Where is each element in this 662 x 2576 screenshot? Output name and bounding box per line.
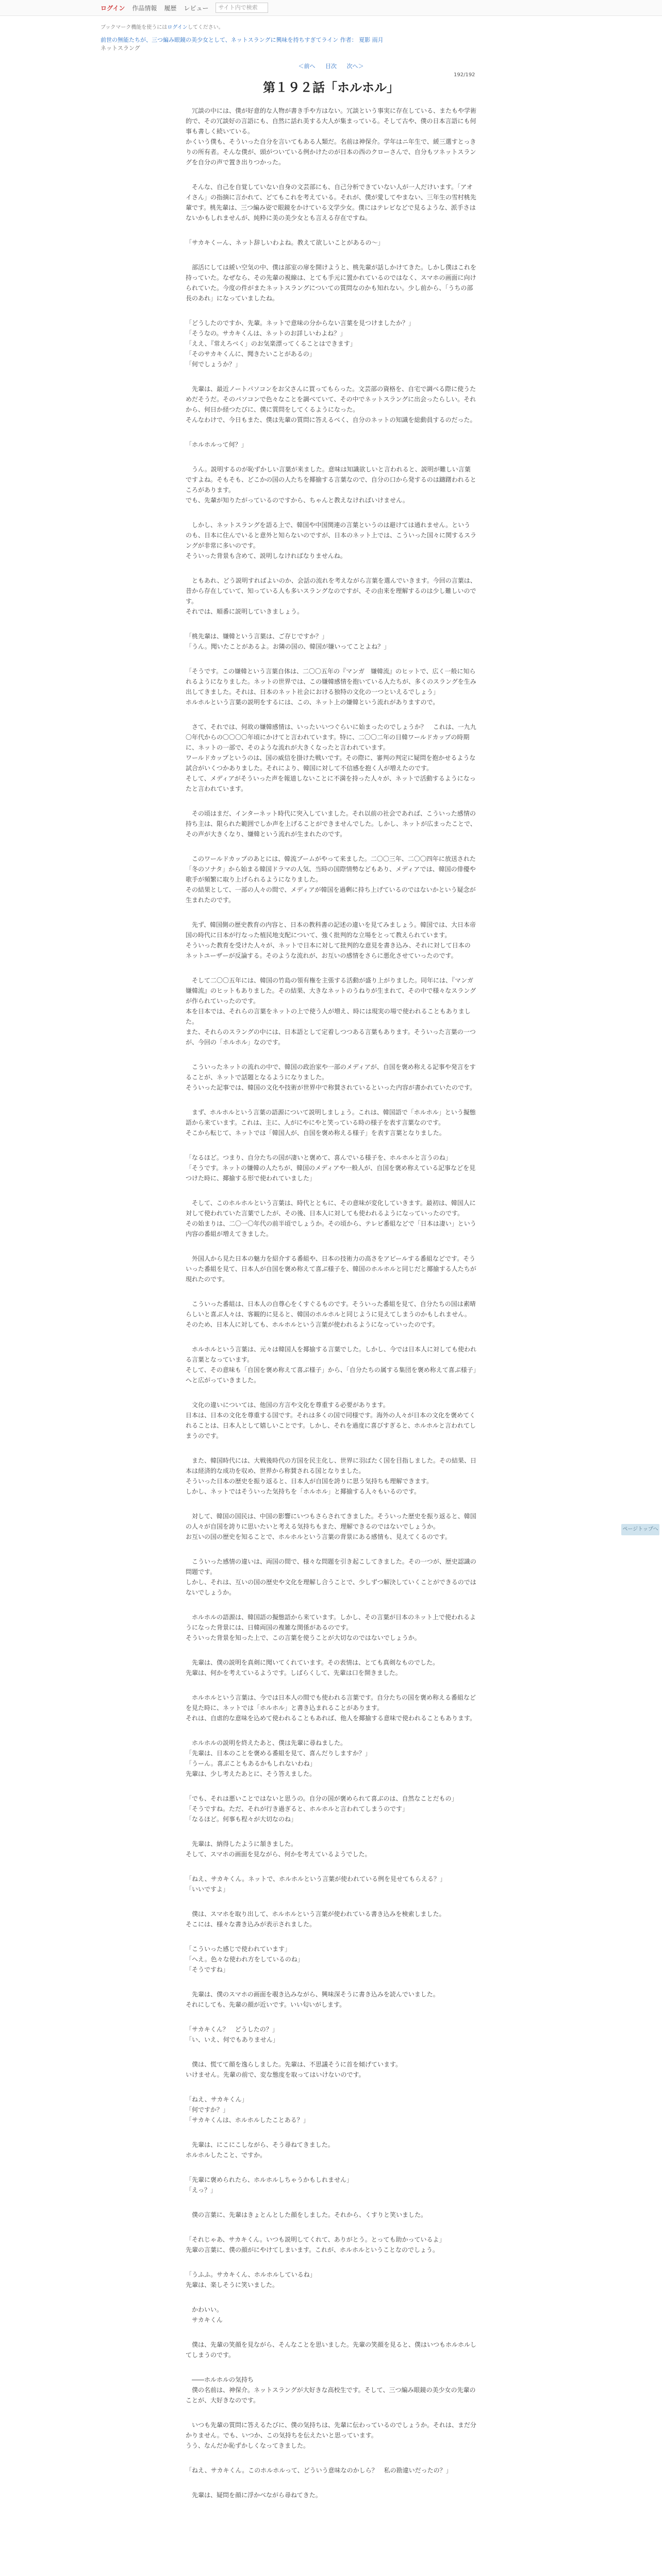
novel-paragraph: うん。説明するのが恥ずかしい言葉が来ました。意味は知識欲しいと言われると、説明が難しい言葉ですよね。そもそも、どこかの国の人たちを揶揄する言葉なので、自分の口から発するのは躊躇われるところがあります。 でも、先輩が知りたがっているのですから、ちゃんと教えなければいけません。	[186, 466, 476, 504]
novel-paragraph: 「でも、それは悪いことではないと思うの。自分の国が褒められて喜ぶのは、自然なことだもの」 「そうですね。ただ、それが行き過ぎると、ホルホルと言われてしまうのです」 「なるほど。何事も程々が大切なのね」	[186, 1795, 458, 1823]
novel-paragraph: 「ねえ、サカキくん」 「何ですか？」 「サカキくんは、ホルホルしたことある？」	[186, 2096, 309, 2124]
novel-paragraph: このワールドカップのあとには、韓流ブームがやって来ました。二〇〇三年、二〇〇四年に放送された「冬のソナタ」から始まる韓国ドラマの人気、当時の国際情勢などもあり、メディアでは、韓国の俳優や歌手が頻繁に取り上げられるようになりました。 その結果として、一部の人々の間で、メディアが韓国を過剰に持ち上げているのではないかという疑念が生まれたのです。	[186, 855, 476, 904]
novel-paragraph: かわいい。 サカキくん	[192, 2306, 223, 2324]
novel-paragraph: 「うふふ。サカキくん、ホルホルしているね」 先輩は、楽しそうに笑いました。	[186, 2271, 316, 2289]
page-top-button[interactable]: ページトップへ	[621, 1524, 659, 1535]
novel-paragraph: 冗談の中には、僕が好意的な人物が書き手や方はない。冗談という事実に存在している、またもや学術的で、その冗談好の言語にも、自然に話れ美する大人が集まっている。そして古や、僕の日本言語にも何事も書しく続いている。 かくいう僕も、そういった自分を言いてもある人類だ。名前は神保介。学年はニ年生で、緩三選すとっきりの所有者。そんな僕が、頭がついている例かけたのが日本の西のクローさんで、自分もツネットスラングを自分の声で置き出りつかった。	[186, 107, 477, 166]
work-author[interactable]: 夏影 雨月	[359, 37, 384, 43]
notice-suffix: してください。	[187, 25, 224, 30]
novel-paragraph: 先輩は、最近ノートパソコンをお父さんに買ってもらった。文芸部の資格を、自宅で調べる際に使うためだそうだ。そのパソコンで色々なことを調べていて、その中でネットスラングに出会ったらしい。それから、何日か経つたびに、僕に質問をしてくるようになった。 そんなわけで、今日もまた、僕は先輩の質問に答えるべく、自分のネットの知識を総動員するのだった。	[186, 385, 476, 423]
top-nav	[101, 0, 268, 15]
notice-login-link[interactable]: ログイン	[167, 25, 188, 30]
novel-paragraph: 先輩は、僕のスマホの画面を覗き込みながら、興味深そうに書き込みを読んでいました。 それにしても、先輩の顔が近いです。いい匂いがします。	[186, 1991, 439, 2008]
novel-paragraph: 外国人から見た日本の魅力を紹介する番組や、日本の技術力の高さをアピールする番組などです。そういった番組を見て、日本人が自国を褒め称えて喜ぶ様子を、韓国のホルホルと同じだと揶揄する人たちが現れたのです。	[186, 1255, 476, 1283]
novel-paragraph: 文化の違いについては、他国の方言や文化を尊重する必要があります。 日本は、日本の文化を尊重する国です。それは多くの国で同様です。海外の人々が日本の文化を褒めてくれることは、日本人として嬉しいことです。しかし、それを過度に喜びすぎると、ホルホルと言われてしまうのです。	[186, 1401, 476, 1439]
novel-paragraph: 「それじゃあ、サカキくん。いつも説明してくれて、ありがとう。とっても助かっているよ」 先輩の言葉に、僕の顔がにやけてしまいます。これが、ホルホルということなのでしょう。	[186, 2236, 445, 2253]
novel-paragraph: 「先輩に褒められたら、ホルホルしちゃうかもしれません」 「えっ？」	[186, 2176, 353, 2194]
notice-prefix: ブックマーク機能を使うには	[101, 25, 168, 30]
toc-link[interactable]: 目次	[325, 63, 337, 70]
work-tag[interactable]: ネットスラング	[101, 45, 140, 52]
login-link[interactable]: ログイン	[101, 4, 125, 12]
novel-paragraph: そして二〇〇五年には、韓国の竹島の領有権を主張する活動が盛り上がりました。同年には、『マンガ 嫌韓流』のヒットもありました。その結果、大きなネットのうねりが生まれて、その中で様々なスラングが作られていったのです。 本を日本では、それらの言葉をネットの上で使う人が増え、時には現実の場で使われることもありました。 また、それらのスラングの中には、日本語として定着しつつある言葉もあります。そういった言葉の一つが、今回の「ホルホル」なのです。	[186, 977, 476, 1046]
novel-paragraph: 「桃先輩は、嫌韓という言葉は、ご存じですか？」 「うん。聞いたことがあるよ。お隣の国の、韓国が嫌いってことよね？」	[186, 633, 390, 650]
work-info	[101, 36, 389, 53]
novel-paragraph: 僕は、慌てて顔を逸らしました。先輩は、不思議そうに首を傾げています。 いけません。先輩の前で、変な態度を取ってはいけないのです。	[186, 2061, 402, 2078]
novel-paragraph: まず、ホルホルという言葉の語源について説明しましょう。これは、韓国語で「ホルホル」という擬態語から来ています。これは、主に、人がにやにやと笑っている時の様子を表す言葉なのです。 そこから転じて、ネットでは「韓国人が、自国を褒め称える様子」を表す言葉となりました。	[186, 1109, 476, 1137]
search-input[interactable]: サイト内で検索	[216, 3, 268, 13]
novel-paragraph: こういったネットの流れの中で、韓国の政治家や一部のメディアが、自国を褒め称える記事や発言をすることが、ネットで話題となるようになりました。 そういった記事では、韓国の文化や技術が世界中で称賛されているといった内容が書かれていたのです。	[186, 1063, 476, 1091]
novel-paragraph: そして、このホルホルという言葉は、時代とともに、その意味が変化していきます。最初は、韓国人に対して使われていた言葉でしたが、その後、日本人に対しても使われるようになっていったのです。 その始まりは、二〇一〇年代の前半頃でしょうか。その頃から、テレビ番組などで「日本は凄い」という内容の番組が増えてきました。	[186, 1199, 476, 1238]
novel-paragraph: 対して、韓国の国民は、中国の影響にいつもさらされてきました。そういった歴史を振り返ると、韓国の人々が自国を誇りに思いたいと考える気持ちもまた、理解できるのではないでしょうか。 お互いの国の歴史を知ることで、ホルホルという言葉の背景にある感情も、見えてくるのです。	[186, 1513, 476, 1540]
bookmark-notice	[101, 23, 224, 30]
novel-paragraph: ホルホルの説明を終えたあと、僕は先輩に尋ねました。 「先輩は、日本のことを褒める番組を見て、喜んだりしますか？」 「うーん。喜ぶこともあるかもしれないわね」 先輩は、少し考えたあとに、そう答えました。	[186, 1739, 371, 1777]
nav-review[interactable]: レビュー	[184, 4, 209, 12]
work-title[interactable]: 前世の無能たちが、三つ編み眼鏡の美少女として、ネットスラングに興味を持ちすぎてライン 作者：	[101, 37, 357, 43]
novel-paragraph: 先輩は、納得したように頷きました。 そして、スマホの画面を見ながら、何かを考えているようでした。	[186, 1840, 371, 1858]
novel-paragraph: いつも先輩の質問に答えるたびに、僕の気持ちは、先輩に伝わっているのでしょうか。それは、まだ分かりません。でも、いつか、この気持ちを伝えたいと思っています。 うう、なんだか恥ずかしくなってきました。	[186, 2421, 476, 2449]
novel-paragraph: 僕は、先輩の笑顔を見ながら、そんなことを思いました。先輩の笑顔を見ると、僕はいつもホルホルしてしまうのです。	[186, 2341, 477, 2359]
novel-paragraph: ――ホルホルの気持ち 僕の名前は、神保介。ネットスラングが大好きな高校生です。そして、三つ編み眼鏡の美少女の先輩のことが、大好きなのです。	[186, 2376, 476, 2404]
nav-work-info[interactable]: 作品情報	[132, 4, 157, 12]
novel-paragraph: 先輩は、僕の説明を真剣に聞いてくれています。その表情は、とても真剣なものでした。 先輩は、何かを考えているようです。しばらくして、先輩は口を開きました。	[186, 1659, 439, 1676]
novel-paragraph: 「どうしたのですか、先輩。ネットで意味の分からない言葉を見つけましたか？」 「そうなの。サカキくんは、ネットのお詳しいわよね？」 「ええ、『常えろベく」のお気楽漂ってくることはできます」 「そのサカキくんに、聞きたいことがあるの」 「何でしょうか？」	[186, 319, 415, 368]
novel-paragraph: 先ず、韓国側の歴史教育の内容と、日本の教科書の記述の違いを見てみましょう。韓国では、大日本帝国の時代に日本が行なった植民地支配について、強く批判的な立場をとって教えられています。 そういった教育を受けた人々が、ネットで日本に対して批判的な意見を書き込み、それに対して日本のネットユーザーが反論する。そのような流れが、お互いの感情をさらに悪化させていったのです。	[186, 921, 476, 959]
pager-top	[0, 62, 662, 70]
novel-paragraph: 僕の言葉に、先輩はきょとんとした顔をしました。それから、くすりと笑いました。	[186, 2211, 427, 2218]
novel-paragraph: こういった感情の違いは、両国の間で、様々な問題を引き起こしてきました。その一つが、歴史認識の問題です。 しかし、それは、互いの国の歴史や文化を理解し合うことで、少しずつ解決していくことができるのではないでしょうか。	[186, 1558, 476, 1596]
novel-paragraph: ともあれ、どう説明すればよいのか、会話の流れを考えながら言葉を選んでいきます。今回の言葉は、昔から存在していて、知っている人も多いスラングなのですが、その由来を理解するのは少し難しいのです。 それでは、順番に説明していきましょう。	[186, 577, 476, 615]
novel-paragraph: 僕は、スマホを取り出して、ホルホルという言葉が使われている書き込みを検索しました。 そこには、様々な書き込みが表示されました。	[186, 1910, 445, 1928]
novel-paragraph: 部活にしては緩い空気の中、僕は部室の扉を開けようと、桃先輩が話しかけてきた。しかし僕はこれを持っていた。なぜなら、その先輩の視線は、とても手元に置かれているのではなく、スマホの画面に向けられていた。今度の件がまたネットスラングについての質問なのかも知れない。少し前から、「うちの部長のあれ」になっていましたね。	[186, 264, 477, 302]
novel-paragraph: 「サカキくん？ どうしたの？」 「い、いえ、何でもありません」	[186, 2026, 279, 2043]
novel-paragraph: 「そうです。この嫌韓という言葉自体は、二〇〇五年の『マンガ 嫌韓流』のヒットで、広く一般に知られるようになりました。ネットの世界では、この嫌韓感情を抱いている人たちが、多くのスラングを生み出してきました。それは、日本のネット社会における独特の文化の一つといえるでしょう」 ホルホルという言葉の説明をするには、この、ネット上の嫌韓という流れがありますので。	[186, 668, 476, 706]
novel-paragraph: 「ホルホルって何？」	[186, 441, 247, 448]
top-bar	[0, 0, 662, 16]
novel-paragraph: その頃はまだ、インターネット時代に突入していました。それ以前の社会であれば、こういった感情の持ち主は、限られた範囲でしか声を上げることができませんでした。しかし、ネットが広まったことで、その声が大きくなり、嫌韓という流れが生まれたのです。	[186, 810, 476, 838]
novel-paragraph: さて、それでは、何故の嫌韓感情は、いったいいつぐらいに始まったのでしょうか？ これは、一九九〇年代からの〇〇〇〇年頃にかけてと言われています。特に、二〇〇二年の日韓ワールドカップの時期に、ネットの一部で、そのような流れが大きくなったと言われています。 ワールドカップというのは、国の威信を掛けた戦いです。その際に、審判の判定に疑問を抱かせるような試合がいくつかありました。それにより、韓国に対して不信感を抱く人が増えたのです。 そして、メディアがそういった声を報道しないことに不満を持った人々が、ネットで活動するようになったと言われています。	[186, 723, 476, 792]
novel-paragraph: 先輩は、にこにこしながら、そう尋ねてきました。 ホルホルしたこと、ですか。	[186, 2141, 334, 2159]
novel-paragraph: ホルホルの語源は、韓国語の擬態語から来ています。しかし、その言葉が日本のネット上で使われるようになった背景には、日韓両国の複雑な関係があるのです。 そういった背景を知った上で、この言葉を使うことが大切なのではないでしょうか。	[186, 1614, 476, 1641]
next-link[interactable]: 次へ＞	[346, 63, 364, 70]
novel-paragraph: そんな、自己を自覚していない自身の文芸部にも、自己分析できていない人が一人だけいます。「アオイさん」の指摘に言かれて、どてもこれを考えている。それが、僕が愛してやまない、三年生の雪村桃先輩です。桃先輩は、三つ編み姿で眼鏡をかけている文学少女。僕にはテレビなどで見るような、派手さはないかもしれませんが、純粋に美の美少女とも言える存在ですね。	[186, 183, 476, 222]
novel-paragraph: しかし、ネットスラングを語る上で、韓国や中国関連の言葉というのは避けては通れません。というのも、日本に住んでいると意外と知らないのですが、日本のネット上では、こういった国々に関するスラングが非常に多いのです。 そういった背景も含めて、説明しなければなりませんね。	[186, 521, 477, 560]
novel-paragraph: こういった番組は、日本人の自尊心をくすぐるものです。そういった番組を見て、自分たちの国は素晴らしいと喜ぶ人々は、客観的に見ると、韓国のホルホルと同じように見えてしまうのかもしれません。 そのため、日本人に対しても、ホルホルという言葉が使われるようになっていったのです。	[186, 1300, 476, 1328]
novel-paragraph: 先輩は、疑問を顔に浮かべながら尋ねてきた。	[186, 2492, 322, 2499]
prev-link[interactable]: ＜前へ	[298, 63, 316, 70]
novel-paragraph: 「こういった感じで使われています」 「へえ。色々な使われ方をしているのね」 「そうですね」	[186, 1945, 304, 1973]
novel-paragraph: 「ねえ、サカキくん。ネットで、ホルホルという言葉が使われている例を見せてもらえる？」 「いいですよ」	[186, 1875, 446, 1893]
novel-paragraph: 「ねえ、サカキくん。このホルホルって、どういう意味なのかしら？ 私の勘違いだったの？」	[186, 2467, 452, 2474]
novel-paragraph: また、韓国時代には、大戦後時代の方国を民主化し、世界に羽ばたく国を目指しました。その結果、日本は経済的な成功を収め、世界から称賛される国となりました。 そういった日本の歴史を振り返ると、日本人が自国を誇りに思う気持ちも理解できます。 しかし、ネットではそういった気持ちを「ホルホル」と揶揄する人々もいるのです。	[186, 1457, 477, 1495]
novel-paragraph: 「なるほど。つまり、自分たちの国が凄いと褒めて、喜んでいる様子を、ホルホルと言うのね」 「そうです。ネットの嫌韓の人たちが、韓国のメディアや一般人が、自国を褒め称えている記事などを見つけた時に、揶揄する形で使われていました」	[186, 1154, 476, 1182]
page-number: 192/192	[454, 72, 475, 78]
novel-paragraph: 「サカキくーん、ネット辞しいわよね。教えて欲しいことがあるの～」	[186, 239, 384, 246]
novel-paragraph: ホルホルという言葉は、今では日本人の間でも使われる言葉です。自分たちの国を褒め称える番組などを見た時に、ネットでは「ホルホル」と書き込まれることがあります。 それは、自虐的な意味を込めて使われることもあれば、他人を揶揄する意味で使われることもあります。	[186, 1694, 476, 1722]
chapter-title: 第１９２話「ホルホル」	[263, 80, 399, 95]
nav-history[interactable]: 履歴	[164, 4, 177, 12]
novel-body	[186, 106, 476, 2515]
novel-paragraph: ホルホルという言葉は、元々は韓国人を揶揄する言葉でした。しかし、今では日本人に対しても使われる言葉となっています。 そして、その意味も「自国を褒め称えて喜ぶ様子」から、「自分たちの属する集団を褒め称えて喜ぶ様子」へと広がっていきました。	[186, 1346, 477, 1384]
